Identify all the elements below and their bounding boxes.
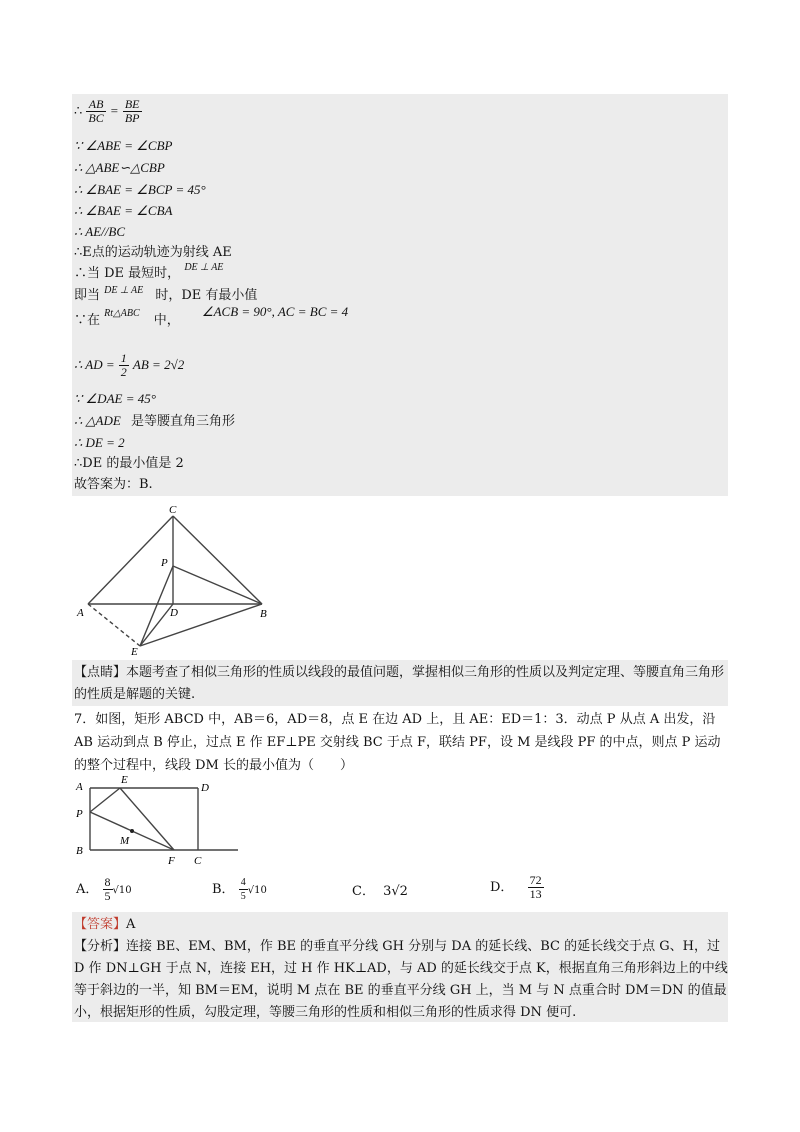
line-text: 是等腰直角三角形 [130, 414, 235, 429]
answer-line [74, 914, 728, 936]
option-a-radical: √10 [112, 885, 132, 896]
option-c-value: 3√2 [383, 884, 408, 899]
geometry-figure-1 [72, 498, 278, 658]
label-d: D [170, 607, 178, 619]
option-a [76, 876, 132, 903]
solution-line-ratio [74, 98, 142, 125]
line-text: 即当 [74, 288, 101, 303]
fraction-numerator: 72 [529, 873, 542, 887]
label-e: E [131, 646, 138, 658]
solution-line-7: ∴E点的运动轨迹为射线 AE [74, 245, 232, 260]
option-b-fraction [239, 876, 248, 903]
option-label: B． [212, 882, 235, 897]
math-expression: Rt△ABC [104, 308, 140, 319]
fraction-denominator: 5 [240, 891, 246, 902]
comment-paragraph [74, 662, 728, 706]
solution-line-3: ∴ △ABE∽△CBP [74, 160, 165, 175]
label-c: C [194, 855, 202, 866]
line-text: ∵在 [74, 313, 101, 328]
solution-line-4: ∴ ∠BAE = ∠BCP = 45° [74, 182, 206, 197]
label-a: A [77, 607, 84, 619]
label-b: B [260, 608, 267, 620]
fraction-numerator: 8 [104, 875, 111, 889]
analysis-paragraph [74, 936, 728, 1024]
solution-line-8 [74, 264, 223, 285]
fraction-ab-bc [86, 98, 105, 125]
label-p: P [76, 808, 83, 820]
fraction-numerator: 1 [120, 351, 127, 365]
geometry-figure-2 [72, 770, 244, 866]
math-expression: DE ⊥ AE [104, 285, 144, 296]
label-p: P [161, 557, 168, 569]
question-7-text: 7．如图，矩形 ABCD 中，AB＝6，AD＝8，点 E 在边 AD 上，且 AE：ED＝1：3．动点 P 从点 A 出发，沿 AB 运动到点 B 停止，过点 E 作 EF⊥PE 交射线 BC 于点 F，联结 PF，设 M 是线段 PF 的中点，则点 P 运动的整个过程中，线段 DM 长的最小值为（ ） [74, 712, 721, 773]
math-expression: DE ⊥ AE [184, 262, 224, 273]
fraction-one-half [119, 352, 129, 379]
label-d: D [201, 782, 209, 794]
answer-value: A [126, 917, 136, 932]
label-f: F [168, 855, 175, 866]
option-d-fraction [528, 874, 544, 901]
solution-line-16: 故答案为：B. [74, 477, 153, 492]
line-text: 时，DE 有最小值 [155, 288, 258, 303]
label-c: C [169, 504, 177, 516]
fraction-numerator: AB [86, 98, 105, 112]
solution-line-6: ∴ AE//BC [74, 224, 126, 239]
solution-line-5: ∴ ∠BAE = ∠CBA [74, 203, 173, 218]
option-label: A． [76, 882, 99, 897]
label-a: A [76, 781, 83, 793]
fraction-denominator: BP [124, 111, 140, 125]
math-expression: ∠ACB = 90°, AC = BC = 4 [201, 304, 349, 319]
option-b [212, 876, 267, 903]
therefore-symbol: ∴ [74, 104, 83, 119]
analysis-text: 连接 BE、EM、BM，作 BE 的垂直平分线 GH 分别与 DA 的延长线、BC 的延长线交于点 G、H，过 D 作 DN⊥GH 于点 N，连接 EH，过 H 作 HK⊥AD，与 AD 的延长线交于点 K，根据直角三角形斜边上的中线等于斜边的一半，知 BM＝EM，说明 M 点在 BE 的垂直平分线 GH 上，当 M 与 N 点重合时 DM＝DN 的值最小，根据矩形的性质，勾股定理，等腰三角形的性质和相似三角形的性质求得 DN 便可. [74, 939, 728, 1020]
line-text: 中， [153, 313, 180, 328]
analysis-tag: 【分析】 [74, 939, 127, 954]
option-b-radical: √10 [247, 885, 267, 896]
label-m: M [120, 835, 130, 847]
fraction-denominator: 5 [104, 889, 111, 903]
fraction-be-bp [123, 98, 142, 125]
solution-line-14: ∴ DE = 2 [74, 435, 125, 450]
answer-tag: 【答案】 [74, 917, 127, 932]
solution-line-10 [74, 304, 349, 332]
comment-text: 本题考查了相似三角形的性质以线段的最值问题，掌握相似三角形的性质以及判定定理、等腰直角三角形的性质是解题的关键. [74, 665, 725, 702]
math-expression: ∴ AD = [74, 357, 115, 372]
solution-line-2: ∵ ∠ABE = ∠CBP [74, 138, 173, 153]
fraction-numerator: 4 [240, 877, 246, 888]
fraction-numerator: BE [124, 97, 140, 111]
option-a-fraction [103, 876, 113, 903]
label-b: B [76, 845, 83, 857]
solution-line-11 [74, 352, 184, 379]
option-d [490, 874, 544, 901]
option-label: C． [352, 884, 375, 899]
math-expression: ∴ △ADE [74, 413, 121, 428]
equals-sign: = [109, 103, 119, 118]
solution-line-12: ∵ ∠DAE = 45° [74, 391, 156, 406]
comment-tag: 【点睛】 [74, 665, 127, 680]
option-label: D． [490, 880, 514, 895]
fraction-denominator: 2 [120, 365, 127, 379]
fraction-denominator: 13 [529, 887, 542, 901]
fraction-denominator: BC [88, 111, 104, 125]
solution-line-13 [74, 411, 235, 432]
point-m [130, 829, 134, 833]
segment-ep [90, 788, 120, 812]
solution-line-15: ∴DE 的最小值是 2 [74, 456, 184, 471]
math-expression: AB = 2√2 [132, 357, 185, 372]
line-text: ∴当 DE 最短时， [74, 266, 181, 281]
option-c [352, 882, 408, 902]
label-e: E [121, 774, 128, 786]
